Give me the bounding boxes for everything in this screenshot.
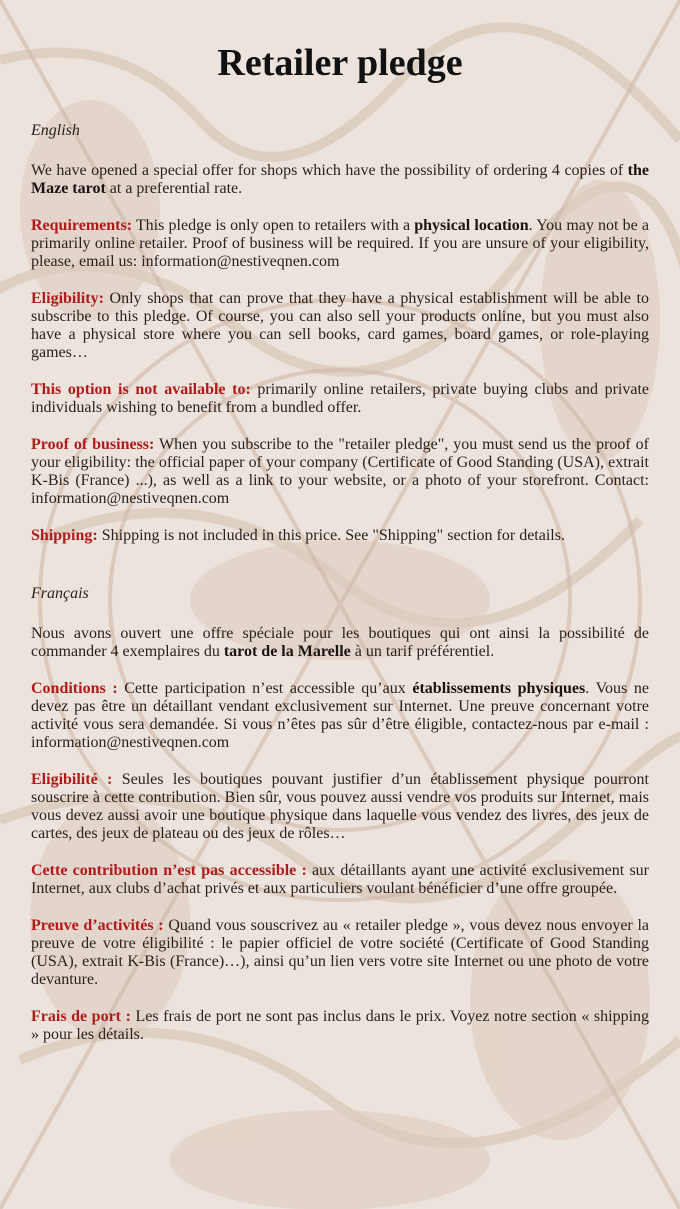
not-available-heading: This option is not available to:: [31, 381, 251, 398]
english-intro: We have opened a special offer for shops which have the possibility of ordering 4 copies of the Maze tarot at a preferential rate.: [31, 162, 649, 197]
french-intro: Nous avons ouvert une offre spéciale pour les boutiques qui ont ainsi la possibilité de commander 4 exemplaires du tarot de la Marelle à un tarif préférentiel.: [31, 625, 649, 660]
french-proof: Preuve d’activités : Quand vous souscrivez au « retailer pledge », vous devez nous envoyer la preuve de votre éligibilité : le papier officiel de votre société (Certificate of Good Standing (USA), extrait K-Bis (France)…), ainsi qu’un lien vers votre site Internet ou une photo de votre devanture.: [31, 917, 650, 988]
conditions-heading: Conditions :: [31, 680, 118, 697]
frais-heading: Frais de port :: [31, 1008, 131, 1025]
english-shipping: Shipping: Shipping is not included in this price. See "Shipping" section for details.: [31, 527, 565, 544]
english-proof: Proof of business: When you subscribe to the "retailer pledge", you must send us the proof of your eligibility: the official paper of your company (Certificate of Good Standing (USA), extrait K-Bis (France) ...), as well as a link to your website, or a photo of your storefront. Contact: information@nestiveqnen.com: [31, 436, 650, 507]
requirements-heading: Requirements:: [31, 217, 133, 234]
english-eligibility: Eligibility: Only shops that can prove that they have a physical establishment will be able to subscribe to this pledge. Of course, you can also sell your products online, but you must also have a physical store where you can sell books, card games, board games, or role-playing games…: [31, 290, 649, 361]
french-eligibility: Eligibilité : Seules les boutiques pouvant justifier d’un établissement physique pourront souscrire à cette contribution. Bien sûr, vous pouvez aussi vendre vos produits sur Internet, mais vous devez aussi avoir une boutique physique dans laquelle vous vendez des livres, des jeux de cartes, des jeux de plateau ou des jeux de rôles…: [31, 771, 650, 842]
french-shipping: Frais de port : Les frais de port ne sont pas inclus dans le prix. Voyez notre section « shipping » pour les détails.: [31, 1008, 650, 1043]
french-conditions: Conditions : Cette participation n’est accessible qu’aux établissements physiques. Vous ne devez pas être un détaillant vendant exclusivement sur Internet. Une preuve concernant votre activité vous sera demandée. Si vous n’êtes pas sûr d’être éligible, contactez-nous par e-mail : information@nestiveqnen.com: [31, 680, 649, 751]
eligibility-heading: Eligibility:: [31, 290, 104, 307]
french-label: Français: [31, 585, 89, 602]
english-not-available: This option is not available to: primarily online retailers, private buying clubs and private individuals wishing to benefit from a bundled offer.: [31, 381, 650, 416]
page-title: Retailer pledge: [217, 42, 463, 84]
preuve-heading: Preuve d’activités :: [31, 917, 164, 934]
english-requirements: Requirements: This pledge is only open to retailers with a physical location. You may not be a primarily online retailer. Proof of business will be required. If you are unsure of your eligibility, please, email us: information@nestiveqnen.com: [31, 217, 649, 270]
eligibilite-heading: Eligibilité :: [31, 771, 113, 788]
contribution-heading: Cette contribution n’est pas accessible :: [31, 862, 307, 879]
english-label: English: [31, 122, 80, 139]
french-not-available: Cette contribution n’est pas accessible : aux détaillants ayant une activité exclusivement sur Internet, aux clubs d’achat privés et aux particuliers voulant bénéficier d’une offre groupée.: [31, 862, 649, 897]
shipping-heading: Shipping:: [31, 527, 98, 544]
proof-heading: Proof of business:: [31, 436, 155, 453]
